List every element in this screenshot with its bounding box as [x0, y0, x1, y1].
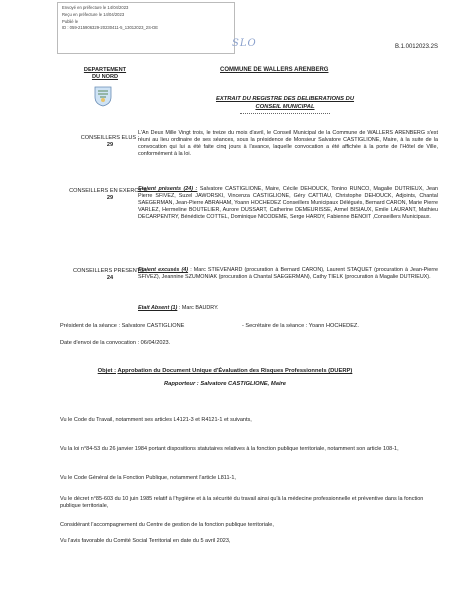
label-text: CONSEILLERS EN EXERCICE : — [69, 188, 151, 194]
absent-lead: Etait Absent (1) — [138, 305, 178, 311]
date-envoi-line: Date d'envoi de la convocation : 06/04/2023. — [60, 340, 171, 346]
stamp-line: Reçu en préfecture le 14/04/2023 — [62, 11, 125, 17]
excuses-lead: Etaient excusés (4) — [138, 267, 189, 273]
objet-text: Approbation du Document Unique d'Évaluation des Risques Professionnels (DUERP) — [117, 368, 353, 374]
vu-item: Vu le décret n°85-603 du 10 juin 1985 relatif à l'hygiène et à la sécurité du travail ainsi qu'à la médecine professionnelle et préventive dans la fonction publique territoriale, — [60, 496, 424, 509]
divider — [240, 113, 330, 114]
department-heading — [75, 67, 135, 81]
prefecture-stamp — [57, 2, 235, 54]
reference-number: B.1.0012023.2S — [394, 44, 438, 50]
session-paragraph: L'An Deux Mille Vingt trois, le treize du mois d'avril, le Conseil Municipal de la Commune de WALLERS ARENBERG s'est réuni au lieu ordinaire de ses séances, sous la présidence de Monsieur Salvatore CASTIGLIONE, Maire, à la suite de la convocation qui lui a été faite cinq jours à l'avance, laquelle convocation a été affichée à la porte de l'Hôtel de Ville, conformément à la loi. — [138, 130, 438, 157]
rapporteur-line: Rapporteur : Salvatore CASTIGLIONE, Maire — [163, 381, 287, 387]
label-count: 29 — [106, 142, 114, 148]
vu-item: Vu la loi n°84-53 du 26 janvier 1984 portant dispositions statutaires relatives à la fonction publique territoriale, notamment son article 108-1, — [60, 446, 399, 452]
stamp-line: Publié le — [62, 18, 79, 24]
vu-item: Vu le Code du Travail, notamment ses articles L4121-3 et R4121-1 et suivants, — [60, 417, 252, 423]
absent-list: : Marc BAUDRY. — [177, 305, 219, 311]
vu-item: Vu le Code Général de la Fonction Publique, notamment l'article L811-1, — [60, 475, 236, 481]
department-line: DU NORD — [91, 74, 119, 80]
commune-logo-icon — [93, 85, 113, 107]
president-line: Président de la séance : Salvatore CASTIGLIONE — [60, 323, 185, 329]
commune-heading: COMMUNE DE WALLERS ARENBERG — [220, 67, 329, 73]
extrait-title — [210, 96, 360, 111]
vu-item: Vu l'avis favorable du Comité Social Territorial en date du 5 avril 2023, — [60, 538, 231, 544]
department-line: DEPARTEMENT — [83, 67, 127, 73]
stamp-line: Envoyé en préfecture le 14/04/2023 — [62, 5, 129, 10]
excuses-paragraph — [138, 267, 438, 281]
label-text: CONSEILLERS PRESENTS : — [73, 268, 147, 274]
extrait-line: CONSEIL MUNICIPAL — [255, 103, 315, 110]
objet-prefix: Objet : — [97, 368, 117, 374]
secretaire-line: - Secrétaire de la séance : Yoann HOCHEDEZ. — [242, 323, 359, 329]
extrait-line: EXTRAIT DU REGISTRE DES DELIBERATIONS DU — [215, 96, 355, 102]
presents-lead: Etaient présents (24) : — [138, 186, 198, 192]
label-text: CONSEILLERS ELUS : — [80, 135, 140, 141]
vu-item: Considérant l'accompagnement du Centre de gestion de la fonction publique territoriale, — [60, 522, 274, 528]
label-count: 24 — [106, 275, 114, 281]
objet-heading — [60, 367, 390, 375]
handwritten-initials: SLO — [232, 38, 257, 49]
presents-paragraph — [138, 186, 438, 221]
label-count: 29 — [106, 195, 114, 201]
excuses-list: : Marc STIEVENARD (procuration à Bernard CARON), Laurent STAQUET (procuration à Jean-Pierre SFIVEZ), Jeannine SZUMONIAK (procuration à Chantal SAEGERMAN), Cathy TIELK (procuration à Magalie DUTRIEUX). — [138, 267, 438, 280]
presents-list: Salvatore CASTIGLIONE, Maire, Cécile DEHOUCK, Tonino RUNCO, Magalie DUTRIEUX, Jean Pierre SFIVEZ, Suzel JAWORSKI, Vincenza CASTIGLIONE, Géry CATTIAU, Christophe DEHOUCK, Adjoints, Chantal SAEGERMAN, Jean-Pierre ABRAHAM, Yoann HOCHEDEZ Conseillers Municipaux Délégués, Bernard CARON, Marie Pierre VARLEZ, Hermeline BOUTELIER, Aurore DUSSART, Catherine DEMEURISSE, Armel BISIAUX, Emile LAURANT, Mathieu DECARPENTRY, Bénédicte COTTEL, Dominique NICODEME, Serge HARDY, Fabienne BENOIT ,Conseillers Municipaux. — [138, 186, 438, 220]
absent-paragraph — [138, 305, 438, 312]
stamp-line: ID : 059-215906329-20230411-5_13012023_2S-DE — [62, 25, 159, 31]
